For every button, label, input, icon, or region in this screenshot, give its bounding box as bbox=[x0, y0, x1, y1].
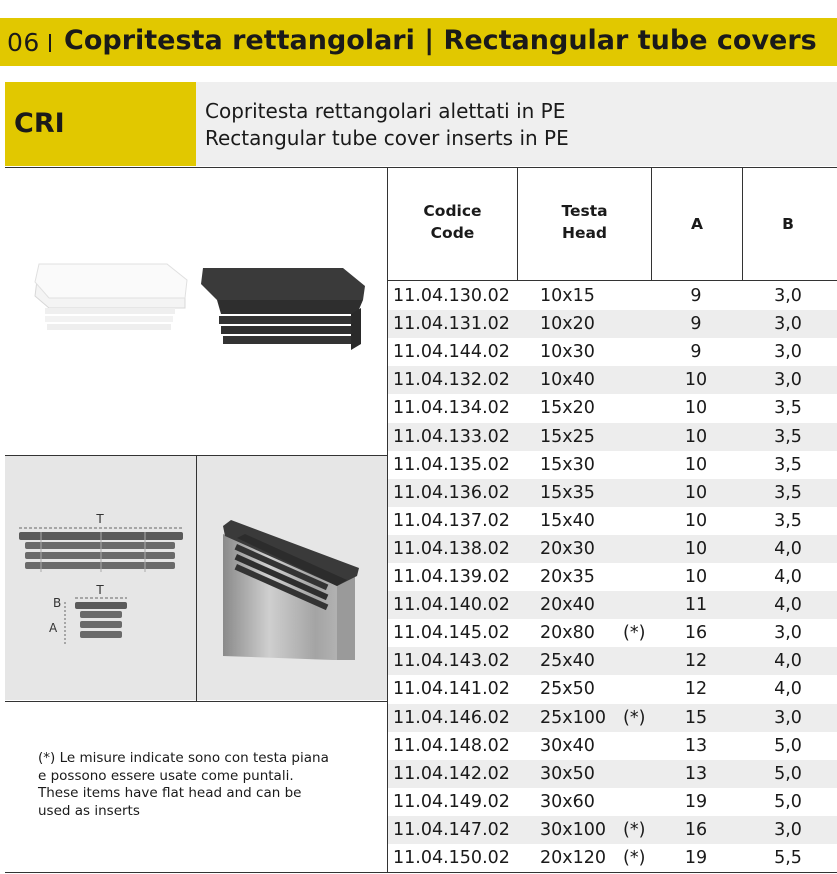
row-dim-a: 10 bbox=[684, 482, 708, 503]
table-row bbox=[388, 310, 837, 338]
product-description-box bbox=[196, 82, 837, 166]
row-dim-b: 5,0 bbox=[774, 735, 802, 756]
table-row bbox=[388, 338, 837, 366]
row-dim-b: 3,0 bbox=[774, 370, 802, 391]
row-dim-b: 4,0 bbox=[774, 567, 802, 587]
row-code: 11.04.141.02 bbox=[393, 679, 510, 700]
row-code: 11.04.131.02 bbox=[393, 314, 510, 335]
row-dim-b: 3,0 bbox=[774, 342, 802, 363]
row-dim-b: 5,0 bbox=[774, 791, 802, 812]
row-head-size: 30x40 bbox=[540, 735, 595, 756]
row-head-size: 30x100 bbox=[540, 819, 607, 840]
row-head-size: 10x20 bbox=[540, 314, 595, 335]
product-description-en: Rectangular tube cover inserts in PE bbox=[205, 126, 569, 150]
row-dim-a: 10 bbox=[684, 426, 708, 447]
table-row bbox=[388, 535, 837, 563]
row-dim-b: 3,5 bbox=[774, 398, 802, 419]
table-row bbox=[388, 282, 837, 310]
row-flat-head-mark: (*) bbox=[623, 707, 646, 728]
row-code: 11.04.149.02 bbox=[393, 791, 510, 812]
row-head-size: 15x25 bbox=[540, 426, 595, 447]
col-header-code bbox=[395, 200, 510, 244]
row-head-size: 15x20 bbox=[540, 398, 595, 419]
product-description-it: Copritesta rettangolari alettati in PE bbox=[205, 99, 566, 123]
table-row bbox=[388, 788, 837, 816]
installed-photo bbox=[197, 456, 387, 700]
col-header-head-it: Testa bbox=[561, 202, 608, 220]
row-code: 11.04.136.02 bbox=[393, 482, 510, 503]
row-dim-a: 13 bbox=[684, 763, 708, 784]
table-row bbox=[388, 619, 837, 647]
technical-drawing-image bbox=[5, 456, 196, 700]
row-code: 11.04.130.02 bbox=[393, 286, 510, 306]
row-head-size: 30x60 bbox=[540, 791, 595, 812]
row-code: 11.04.145.02 bbox=[393, 623, 510, 644]
row-flat-head-mark: (*) bbox=[623, 623, 646, 644]
row-head-size: 30x50 bbox=[540, 763, 595, 784]
row-head-size: 20x80 bbox=[540, 623, 595, 644]
row-dim-a: 15 bbox=[684, 707, 708, 728]
table-row bbox=[388, 647, 837, 675]
divider bbox=[5, 872, 837, 873]
row-dim-b: 4,0 bbox=[774, 679, 802, 700]
row-head-size: 25x40 bbox=[540, 651, 595, 672]
row-dim-a: 12 bbox=[684, 651, 708, 672]
table-row bbox=[388, 479, 837, 507]
row-dim-a: 10 bbox=[684, 538, 708, 559]
row-dim-a: 10 bbox=[684, 510, 708, 531]
row-code: 11.04.147.02 bbox=[393, 819, 510, 840]
row-head-size: 10x15 bbox=[540, 286, 595, 306]
row-dim-b: 3,5 bbox=[774, 426, 802, 447]
table-row bbox=[388, 451, 837, 479]
row-dim-a: 11 bbox=[684, 595, 708, 616]
table-row bbox=[388, 366, 837, 394]
table-row bbox=[388, 844, 837, 872]
row-dim-a: 9 bbox=[690, 286, 702, 306]
row-dim-a: 13 bbox=[684, 735, 708, 756]
row-flat-head-mark: (*) bbox=[623, 819, 646, 840]
black-cap-image bbox=[201, 268, 365, 350]
row-code: 11.04.135.02 bbox=[393, 454, 510, 475]
row-dim-a: 10 bbox=[684, 454, 708, 475]
row-head-size: 20x120 bbox=[540, 848, 607, 868]
divider bbox=[388, 280, 837, 281]
row-head-size: 20x30 bbox=[540, 538, 595, 559]
row-dim-b: 4,0 bbox=[774, 651, 802, 672]
col-header-a: A bbox=[691, 215, 703, 233]
table-row bbox=[388, 563, 837, 591]
row-dim-a: 9 bbox=[690, 314, 702, 335]
col-header-head-en: Head bbox=[561, 224, 608, 242]
row-dim-a: 9 bbox=[690, 342, 702, 363]
row-code: 11.04.133.02 bbox=[393, 426, 510, 447]
table-row bbox=[388, 816, 837, 844]
installed-photo-image bbox=[197, 456, 387, 700]
row-code: 11.04.146.02 bbox=[393, 707, 510, 728]
row-flat-head-mark: (*) bbox=[623, 848, 646, 868]
footnote-line: e possono essere usate come puntali. bbox=[38, 767, 294, 784]
row-head-size: 10x30 bbox=[540, 342, 595, 363]
row-head-size: 20x40 bbox=[540, 595, 595, 616]
footnote-line: These items have flat head and can be bbox=[38, 785, 302, 801]
dim-a-label: A bbox=[49, 621, 58, 635]
row-head-size: 20x35 bbox=[540, 567, 595, 587]
row-dim-a: 10 bbox=[684, 370, 708, 391]
row-code: 11.04.134.02 bbox=[393, 398, 510, 419]
table-row bbox=[388, 394, 837, 422]
divider bbox=[5, 167, 837, 168]
row-dim-a: 10 bbox=[684, 398, 708, 419]
product-photo-image bbox=[5, 168, 387, 455]
row-dim-b: 3,0 bbox=[774, 286, 802, 306]
row-dim-b: 3,0 bbox=[774, 707, 802, 728]
row-dim-b: 5,0 bbox=[774, 763, 802, 784]
row-head-size: 15x35 bbox=[540, 482, 595, 503]
section-number: 06 bbox=[7, 28, 40, 57]
header-separator bbox=[49, 34, 51, 52]
divider bbox=[196, 455, 197, 701]
row-dim-a: 12 bbox=[684, 679, 708, 700]
row-code: 11.04.140.02 bbox=[393, 595, 510, 616]
row-code: 11.04.137.02 bbox=[393, 510, 510, 531]
row-dim-a: 19 bbox=[684, 848, 708, 868]
row-code: 11.04.143.02 bbox=[393, 651, 510, 672]
row-head-size: 15x40 bbox=[540, 510, 595, 531]
row-head-size: 15x30 bbox=[540, 454, 595, 475]
col-header-head bbox=[527, 200, 642, 244]
row-dim-a: 19 bbox=[684, 791, 708, 812]
row-dim-b: 5,5 bbox=[774, 848, 802, 868]
row-head-size: 25x50 bbox=[540, 679, 595, 700]
dim-t-label-bottom: T bbox=[96, 583, 104, 597]
row-dim-a: 16 bbox=[684, 623, 708, 644]
table-row bbox=[388, 507, 837, 535]
row-dim-b: 3,5 bbox=[774, 482, 802, 503]
table-row bbox=[388, 760, 837, 788]
table-row bbox=[388, 732, 837, 760]
row-dim-b: 3,5 bbox=[774, 510, 802, 531]
row-code: 11.04.132.02 bbox=[393, 370, 510, 391]
row-code: 11.04.144.02 bbox=[393, 342, 510, 363]
col-header-b: B bbox=[782, 215, 794, 233]
row-code: 11.04.139.02 bbox=[393, 567, 510, 587]
dim-t-label-top: T bbox=[96, 512, 104, 526]
row-dim-a: 10 bbox=[684, 567, 708, 587]
row-dim-b: 4,0 bbox=[774, 538, 802, 559]
row-head-size: 25x100 bbox=[540, 707, 607, 728]
footnote bbox=[38, 750, 358, 820]
col-header-code-en: Code bbox=[430, 224, 475, 242]
product-code: CRI bbox=[14, 108, 65, 139]
product-photo bbox=[5, 168, 387, 455]
row-code: 11.04.150.02 bbox=[393, 848, 510, 868]
page-title: Copritesta rettangolari | Rectangular tube covers bbox=[64, 25, 817, 56]
row-code: 11.04.138.02 bbox=[393, 538, 510, 559]
row-code: 11.04.142.02 bbox=[393, 763, 510, 784]
row-dim-b: 3,0 bbox=[774, 314, 802, 335]
row-dim-b: 3,5 bbox=[774, 454, 802, 475]
divider bbox=[5, 701, 388, 702]
footnote-line: used as inserts bbox=[38, 802, 140, 819]
col-header-code-it: Codice bbox=[423, 202, 482, 220]
row-dim-a: 16 bbox=[684, 819, 708, 840]
row-code: 11.04.148.02 bbox=[393, 735, 510, 756]
table-row bbox=[388, 675, 837, 703]
table-row bbox=[388, 704, 837, 732]
table-row bbox=[388, 423, 837, 451]
divider bbox=[517, 167, 518, 281]
footnote-line: (*) Le misure indicate sono con testa piana bbox=[38, 750, 329, 766]
row-dim-b: 4,0 bbox=[774, 595, 802, 616]
row-head-size: 10x40 bbox=[540, 370, 595, 391]
table-row bbox=[388, 591, 837, 619]
row-dim-b: 3,0 bbox=[774, 623, 802, 644]
dim-b-label: B bbox=[53, 596, 62, 610]
technical-drawing bbox=[5, 456, 196, 700]
row-dim-b: 3,0 bbox=[774, 819, 802, 840]
white-cap-image bbox=[35, 264, 187, 330]
